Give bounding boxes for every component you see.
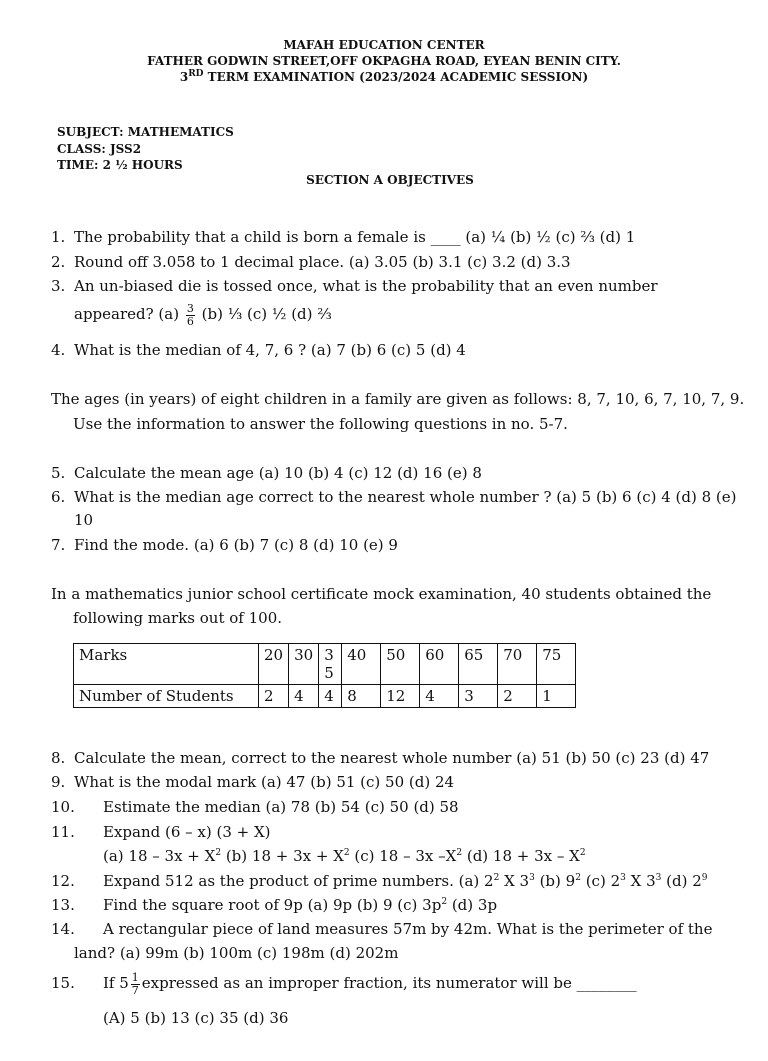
table-cell: 2 xyxy=(498,685,537,708)
question-15-options: (A) 5 (b) 13 (c) 35 (d) 36 xyxy=(103,1009,289,1027)
time-line: TIME: 2 ½ HOURS xyxy=(57,158,183,172)
question-4: 4. What is the median of 4, 7, 6 ? (a) 7 (b) 6 (c) 5 (d) 4 xyxy=(51,341,466,359)
table-cell: 20 xyxy=(259,644,289,685)
school-address: FATHER GODWIN STREET,OFF OKPAGHA ROAD, EYEAN BENIN CITY. xyxy=(147,54,621,68)
class-line: CLASS: JSS2 xyxy=(57,141,142,156)
marks-table xyxy=(73,643,576,708)
table-cell: 4 xyxy=(319,685,342,708)
question-9: 9. What is the modal mark (a) 47 (b) 51 (c) 50 (d) 24 xyxy=(51,773,455,791)
exam-meta xyxy=(57,124,234,174)
subject-line: SUBJECT: MATHEMATICS xyxy=(57,125,234,139)
question-13: 13. Find the square root of 9p (a) 9p (b) 9 (c) $3p^2$ (d) 3p xyxy=(51,896,498,914)
section-title: SECTION A OBJECTIVES xyxy=(306,173,474,187)
table-cell: 50 xyxy=(381,644,420,685)
question-11: 11. Expand (6 – x) (3 + X) xyxy=(51,823,271,841)
table-cell: 4 xyxy=(420,685,459,708)
fraction: $\frac{3}{6}$ xyxy=(186,301,194,328)
table-cell: 75 xyxy=(537,644,576,685)
table-cell: 12 xyxy=(381,685,420,708)
fraction: $\frac{1}{7}$ xyxy=(131,970,139,997)
ages-intro: The ages (in years) of eight children in a family are given as follows: 8, 7, 10, 6, 7, 10, 7, 9. Use the information to answer the following questions in no. 5-7. xyxy=(51,390,745,433)
table-cell: 35 xyxy=(319,644,342,685)
table-cell: 4 xyxy=(289,685,319,708)
question-2: 2. Round off 3.058 to 1 decimal place. (a) 3.05 (b) 3.1 (c) 3.2 (d) 3.3 xyxy=(51,253,571,271)
question-8: 8. Calculate the mean, correct to the nearest whole number (a) 51 (b) 50 (c) 23 (d) 47 xyxy=(51,749,710,767)
table-cell: 60 xyxy=(420,644,459,685)
marks-intro: In a mathematics junior school certificate mock examination, 40 students obtained the following marks out of 100. xyxy=(51,585,712,627)
question-11-options: (a) $18 - 3x + X^2$ (b) $18 + 3x + X^2$ (c) 18 – 3x $-X^2$ (d) $18 + 3x - X^2$ xyxy=(103,847,586,865)
table-cell: 40 xyxy=(342,644,381,685)
table-cell: 8 xyxy=(342,685,381,708)
question-6-line-2: 10 xyxy=(74,511,94,529)
question-14: 14. A rectangular piece of land measures 57m by 42m. What is the perimeter of the xyxy=(51,920,713,938)
table-cell: 2 xyxy=(259,685,289,708)
table-cell: 30 xyxy=(289,644,319,685)
question-14-line-2: land? (a) 99m (b) 100m (c) 198m (d) 202m xyxy=(74,944,399,962)
question-3-line-2: appeared? (a) $\frac{3}{6}$ (b) ⅓ (c) ½ (d) ⅔ xyxy=(74,301,332,328)
question-12: 12. Expand 512 as the product of prime numbers. (a) $2^2$ X $3^3$ (b) $9^2$ (c) $2^3$ X $3^3$ (d) $2^9$ xyxy=(51,872,708,890)
question-3: 3. An un-biased die is tossed once, what is the probability that an even number xyxy=(51,277,658,295)
question-7: 7. Find the mode. (a) 6 (b) 7 (c) 8 (d) 10 (e) 9 xyxy=(51,536,398,554)
document-header xyxy=(0,37,768,85)
table-cell: 70 xyxy=(498,644,537,685)
table-row-marks xyxy=(74,644,576,685)
table-cell: 65 xyxy=(459,644,498,685)
question-6: 6. What is the median age correct to the nearest whole number ? (a) 5 (b) 6 (c) 4 (d) 8 (e) xyxy=(51,488,737,506)
table-cell: 1 xyxy=(537,685,576,708)
question-1: 1. The probability that a child is born a female is ____ (a) ¼ (b) ½ (c) ⅔ (d) 1 xyxy=(51,228,636,246)
table-cell: Number of Students xyxy=(74,685,259,708)
question-5: 5. Calculate the mean age (a) 10 (b) 4 (c) 12 (d) 16 (e) 8 xyxy=(51,464,482,482)
question-15: 15. If 5 $\frac{1}{7}$ expressed as an improper fraction, its numerator will be ________ xyxy=(51,970,637,997)
question-10: 10. Estimate the median (a) 78 (b) 54 (c) 50 (d) 58 xyxy=(51,798,459,816)
school-name: MAFAH EDUCATION CENTER xyxy=(283,38,485,52)
table-cell: 3 xyxy=(459,685,498,708)
table-cell: Marks xyxy=(74,644,259,685)
exam-title: 3RD TERM EXAMINATION (2023/2024 ACADEMIC SESSION) xyxy=(179,69,589,84)
table-row-students xyxy=(74,685,576,708)
